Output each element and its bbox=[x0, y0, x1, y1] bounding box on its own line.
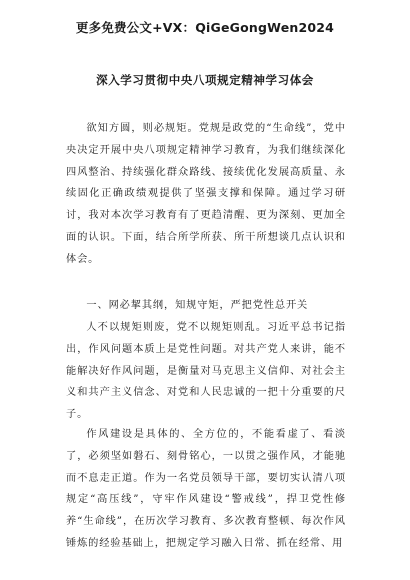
body-paragraph-intro: 欲知方圆，则必规矩。党规是政党的“生命线”，党中央决定开展中央八项规定精神学习教育，为我们继续深化四风整治、持续强化群众路线、接续优化发展高质量、永续固化正确政绩观提供了坚强支撑和保障。通过学习研讨，我对本次学习教育有了更趋清醒、更为深刻、更加全面的认识。下面，结合所学所获、所干所想谈几点认识和体会。 bbox=[66, 123, 346, 265]
body-paragraph-2: 人不以规矩则废，党不以规矩则乱。习近平总书记指出，作风问题本质上是党性问题。对共产党人来讲，能不能解决好作风问题，是衡量对马克思主义信仰、对社会主义和共产主义信念、对党和人民忠诚的一把十分重要的尺子。 bbox=[66, 322, 346, 421]
header-note: 更多免费公文+VX：QiGeGongWen2024 bbox=[75, 20, 335, 35]
section-heading-1: 一、网必挈其纲，知规守矩，严把党性总开关 bbox=[86, 300, 309, 311]
body-paragraph-3: 作风建设是具体的、全方位的，不能看虚了、看淡了，必须坚如磐石、刻骨铭心，一以贯之强作风，才能驰而不息走正道。作为一名党员领导干部，要切实认清八项规定“高压线”，守牢作风建设“警戒线”，捍卫党性修养“生命线”，在历次学习教育、多次教育整顿、每次作风锤炼的经验基础上，把规定学习融入日常、抓在经常、用 bbox=[66, 429, 346, 549]
document-title: 深入学习贯彻中央八项规定精神学习体会 bbox=[96, 73, 314, 87]
